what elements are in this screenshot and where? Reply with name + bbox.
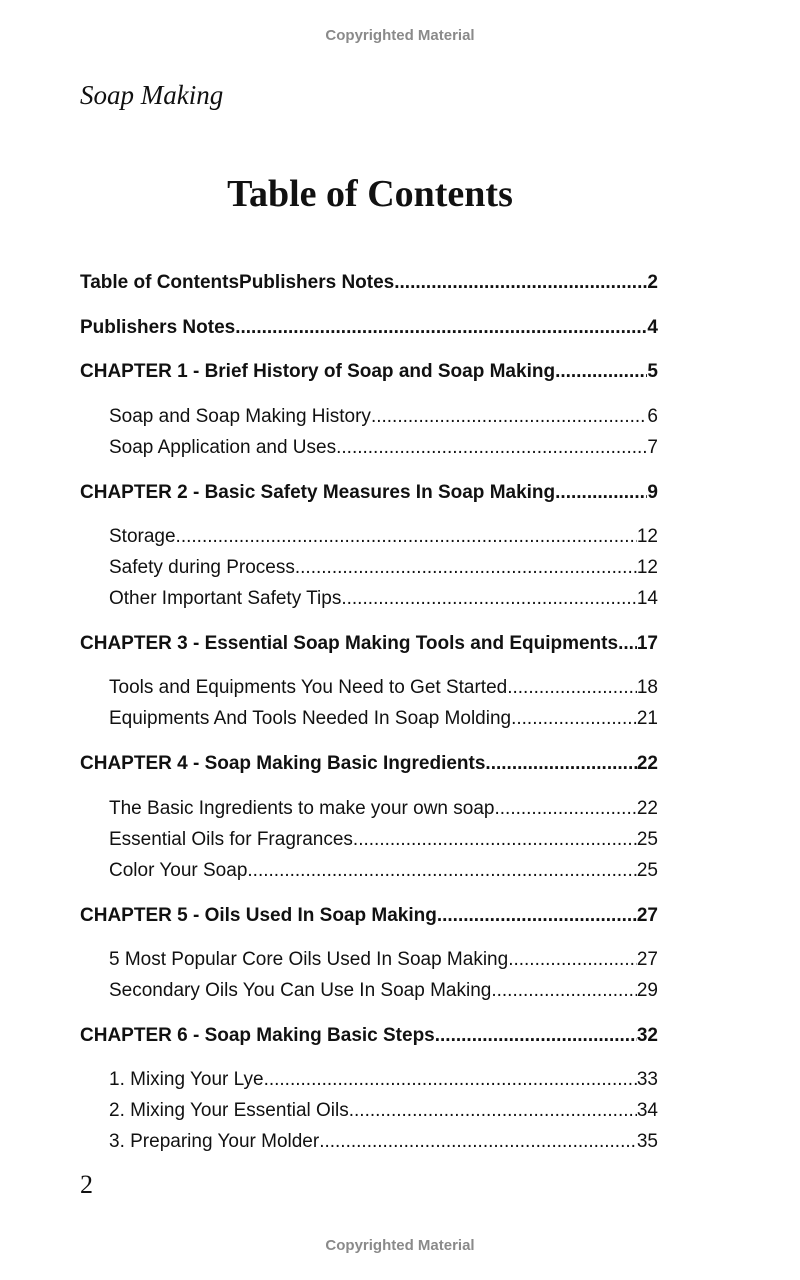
page-title: Table of Contents: [227, 173, 513, 215]
toc-entry-title: Tools and Equipments You Need to Get Started: [109, 677, 508, 698]
toc-page-number: 22: [636, 753, 658, 774]
toc-page-number: 32: [636, 1025, 658, 1046]
toc-chapter-entry: [80, 631, 658, 657]
toc-section-entry: [109, 435, 658, 461]
toc-entry-title: 2. Mixing Your Essential Oils: [109, 1100, 349, 1121]
toc-entry-title: CHAPTER 2 - Basic Safety Measures In Soap Making: [80, 482, 556, 503]
toc-entry-title: Safety during Process: [109, 557, 295, 578]
toc-page-number: 4: [647, 317, 658, 338]
page-number: 2: [80, 1170, 93, 1199]
toc-page-number: 21: [636, 708, 658, 729]
toc-page-number: 9: [647, 482, 658, 503]
toc-chapter-entry: [80, 359, 658, 385]
toc-entry-title: 1. Mixing Your Lye: [109, 1069, 264, 1090]
toc-page-number: 22: [636, 798, 658, 819]
toc-leader-dots: [555, 359, 647, 385]
toc-entry-title: Other Important Safety Tips: [109, 588, 342, 609]
toc-entry-title: 3. Preparing Your Molder: [109, 1131, 320, 1152]
toc-page-number: 25: [636, 829, 658, 850]
toc-leader-dots: [555, 480, 647, 506]
toc-leader-dots: [485, 751, 636, 777]
toc-section-entry: [109, 555, 658, 581]
toc-entry-title: Table of ContentsPublishers Notes: [80, 272, 395, 293]
toc-page-number: 7: [647, 437, 658, 458]
toc-section-entry: [109, 1098, 658, 1124]
toc-leader-dots: [511, 706, 637, 732]
toc-leader-dots: [507, 675, 637, 701]
toc-page-number: 33: [636, 1069, 658, 1090]
toc-leader-dots: [336, 435, 647, 461]
toc-leader-dots: [508, 947, 637, 973]
toc-chapter-entry: [80, 903, 658, 929]
toc-entry-title: Soap and Soap Making History: [109, 406, 371, 427]
toc-page-number: 34: [636, 1100, 658, 1121]
toc-leader-dots: [264, 1067, 637, 1093]
toc-section-entry: [109, 858, 658, 884]
toc-entry-title: Essential Oils for Fragrances: [109, 829, 353, 850]
toc-section-entry: [109, 524, 658, 550]
toc-chapter-entry: [80, 751, 658, 777]
toc-chapter-entry: [80, 480, 658, 506]
watermark-bottom: Copyrighted Material: [325, 1237, 475, 1254]
toc-leader-dots: [176, 524, 637, 550]
toc-leader-dots: [247, 858, 636, 884]
toc-leader-dots: [394, 270, 647, 296]
toc-section-entry: [109, 675, 658, 701]
toc-entry-title: 5 Most Popular Core Oils Used In Soap Making: [109, 949, 509, 970]
toc-section-entry: [109, 978, 658, 1004]
toc-section-entry: [109, 827, 658, 853]
toc-entry-title: CHAPTER 4 - Soap Making Basic Ingredients: [80, 753, 486, 774]
toc-entry-title: CHAPTER 3 - Essential Soap Making Tools and Equipments: [80, 633, 619, 654]
toc-leader-dots: [618, 631, 637, 657]
toc-leader-dots: [435, 1023, 637, 1049]
toc-page-number: 27: [636, 905, 658, 926]
toc-entry-title: CHAPTER 1 - Brief History of Soap and Soap Making: [80, 361, 556, 382]
toc-leader-dots: [494, 796, 636, 822]
toc-leader-dots: [491, 978, 637, 1004]
toc-section-entry: [109, 1067, 658, 1093]
toc-entry-title: Publishers Notes: [80, 317, 236, 338]
toc-leader-dots: [353, 827, 637, 853]
toc-section-entry: [109, 1129, 658, 1155]
toc-entry-title: Storage: [109, 526, 176, 547]
toc-entry-title: The Basic Ingredients to make your own soap: [109, 798, 495, 819]
running-head: Soap Making: [80, 80, 224, 110]
toc-page-number: 6: [647, 406, 658, 427]
toc-entry-title: Color Your Soap: [109, 860, 248, 881]
toc-entry-title: Soap Application and Uses: [109, 437, 337, 458]
toc-page-number: 27: [636, 949, 658, 970]
toc-entry-title: Equipments And Tools Needed In Soap Molding: [109, 708, 512, 729]
toc-page-number: 14: [636, 588, 658, 609]
toc-page-number: 29: [636, 980, 658, 1001]
toc-leader-dots: [235, 315, 647, 341]
toc-section-entry: [109, 586, 658, 612]
toc-section-entry: [109, 947, 658, 973]
toc-page-number: 17: [636, 633, 658, 654]
toc-entry-title: Secondary Oils You Can Use In Soap Making: [109, 980, 492, 1001]
toc-section-entry: [109, 796, 658, 822]
toc-page-number: 2: [647, 272, 658, 293]
toc-leader-dots: [319, 1129, 637, 1155]
toc-chapter-entry: [80, 1023, 658, 1049]
toc-leader-dots: [437, 903, 637, 929]
toc-entry-title: CHAPTER 5 - Oils Used In Soap Making: [80, 905, 437, 926]
toc-entry-title: CHAPTER 6 - Soap Making Basic Steps: [80, 1025, 435, 1046]
watermark-top: Copyrighted Material: [325, 27, 475, 44]
toc-leader-dots: [341, 586, 637, 612]
toc-page-number: 5: [647, 361, 658, 382]
toc-chapter-entry: [80, 315, 658, 341]
toc-leader-dots: [371, 404, 647, 430]
toc-chapter-entry: [80, 270, 658, 296]
toc-page-number: 12: [636, 557, 658, 578]
toc-page-number: 25: [636, 860, 658, 881]
toc-section-entry: [109, 404, 658, 430]
toc-leader-dots: [295, 555, 637, 581]
toc-page-number: 35: [636, 1131, 658, 1152]
toc-page-number: 18: [636, 677, 658, 698]
toc-leader-dots: [349, 1098, 637, 1124]
toc-section-entry: [109, 706, 658, 732]
toc-page-number: 12: [636, 526, 658, 547]
